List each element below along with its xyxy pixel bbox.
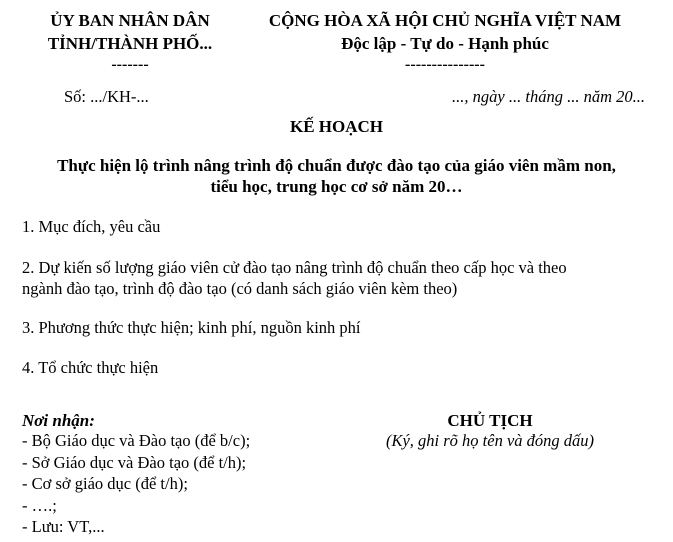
document-type: KẾ HOẠCH xyxy=(289,117,384,136)
document-number: Số: .../KH-... xyxy=(64,87,149,106)
document-date: ..., ngày ... tháng ... năm 20... xyxy=(452,87,645,106)
item-4: 4. Tổ chức thực hiện xyxy=(22,358,159,377)
recipients-title: Nơi nhận: xyxy=(22,411,95,430)
org-separator: ------- xyxy=(111,56,149,73)
signature-title: CHỦ TỊCH xyxy=(447,411,533,430)
recipient-line-3: - Cơ sở giáo dục (để t/h); xyxy=(22,474,188,493)
item-2-line-1: 2. Dự kiến số lượng giáo viên cử đào tạo nâng trình độ chuẩn theo cấp học và theo xyxy=(22,258,567,277)
item-1: 1. Mục đích, yêu cầu xyxy=(22,217,161,236)
nation-title: CỘNG HÒA XÃ HỘI CHỦ NGHĨA VIỆT NAM xyxy=(268,11,622,30)
recipient-line-2: - Sở Giáo dục và Đào tạo (để t/h); xyxy=(22,453,247,472)
signature-note: (Ký, ghi rõ họ tên và đóng dấu) xyxy=(385,431,595,450)
motto: Độc lập - Tự do - Hạnh phúc xyxy=(341,34,549,53)
document-subject-line-2: tiểu học, trung học cơ sở năm 20… xyxy=(210,177,463,196)
recipient-line-1: - Bộ Giáo dục và Đào tạo (để b/c); xyxy=(22,431,251,450)
org-line-2: TỈNH/THÀNH PHỐ... xyxy=(47,34,213,53)
item-3: 3. Phương thức thực hiện; kinh phí, nguồn kinh phí xyxy=(22,318,361,337)
recipient-line-5: - Lưu: VT,... xyxy=(22,517,105,536)
motto-separator: --------------- xyxy=(405,56,485,73)
recipient-line-4: - ….; xyxy=(22,496,57,515)
org-line-1: ỦY BAN NHÂN DÂN xyxy=(50,11,210,30)
item-2-line-2: ngành đào tạo, trình độ đào tạo (có danh sách giáo viên kèm theo) xyxy=(22,279,458,298)
document-subject-line-1: Thực hiện lộ trình nâng trình độ chuẩn được đào tạo của giáo viên mầm non, xyxy=(57,156,616,175)
